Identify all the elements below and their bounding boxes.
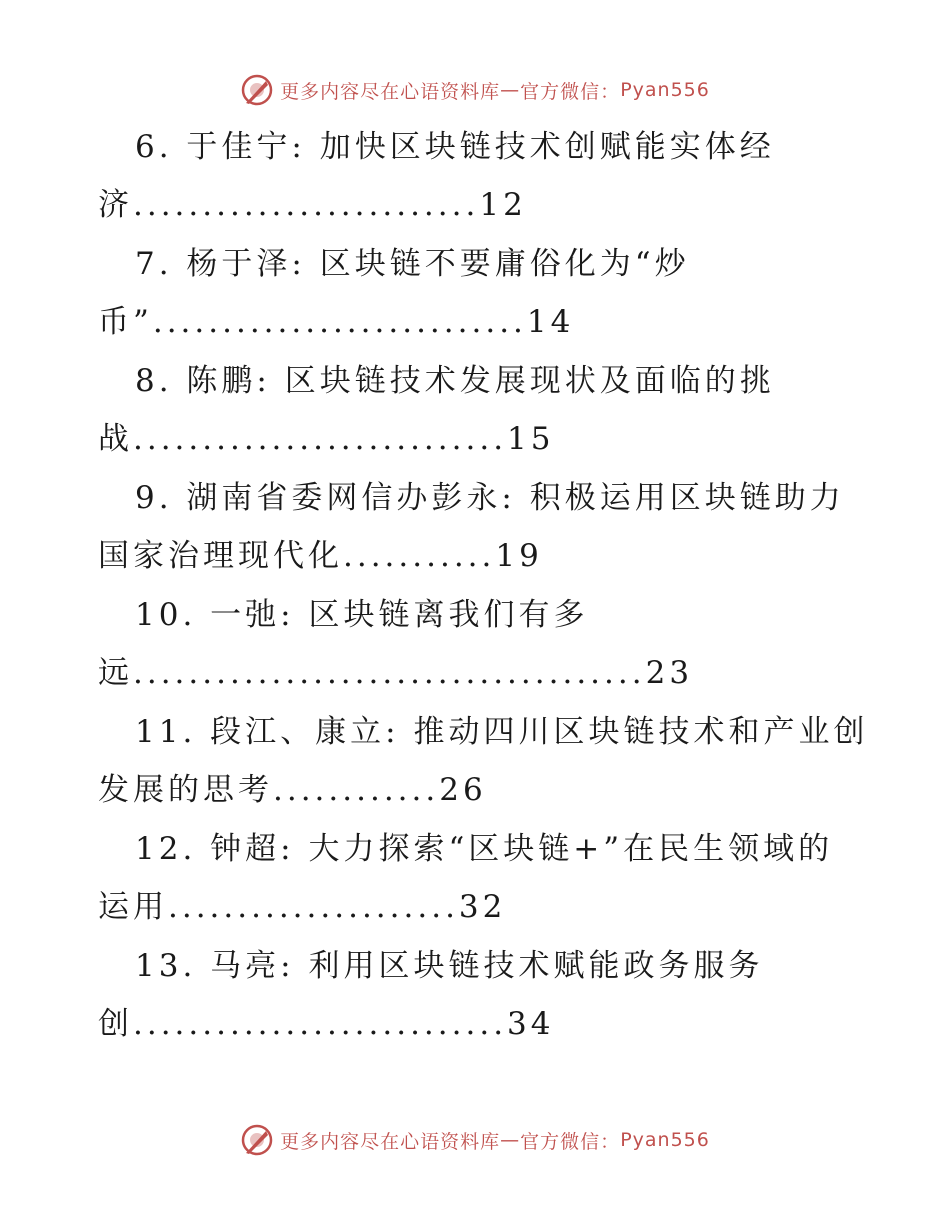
- toc-entry-9-page[interactable]: 国家治理现代化...........19: [98, 538, 543, 574]
- toc-entry-6-title[interactable]: 6. 于佳宁: 加快区块链技术创赋能实体经: [135, 129, 775, 165]
- toc-entry-11-title[interactable]: 11. 段江、康立: 推动四川区块链技术和产业创: [135, 714, 869, 750]
- toc-entry-8-page[interactable]: 战...........................15: [98, 421, 555, 457]
- banner-wechat-label: 官方微信：: [520, 80, 621, 103]
- quill-logo-icon: [240, 73, 274, 107]
- banner-text: 更多内容尽在心语资料库: [280, 1130, 501, 1153]
- banner-separator: —: [500, 79, 521, 101]
- banner-wechat-id: Pyan556: [620, 79, 710, 101]
- toc-entry-6-page[interactable]: 济.........................12: [98, 187, 527, 223]
- toc-entry-13-title[interactable]: 13. 马亮: 利用区块链技术赋能政务服务: [135, 948, 764, 984]
- banner-text: 更多内容尽在心语资料库: [280, 80, 501, 103]
- toc-entry-12-title[interactable]: 12. 钟超: 大力探索“区块链+”在民生领域的: [135, 831, 834, 867]
- header-banner: [0, 70, 950, 110]
- toc-entry-10-page[interactable]: 远.....................................23: [98, 655, 694, 691]
- toc-entry-10-title[interactable]: 10. 一弛: 区块链离我们有多: [135, 597, 589, 633]
- toc-entry-11-page[interactable]: 发展的思考............26: [98, 772, 487, 808]
- footer-banner: [0, 1120, 950, 1160]
- toc-entry-7-page[interactable]: 币”...........................14: [98, 304, 575, 340]
- toc-entry-7-title[interactable]: 7. 杨于泽: 区块链不要庸俗化为“炒: [135, 246, 690, 282]
- quill-logo-icon: [240, 1123, 274, 1157]
- toc-entry-9-title[interactable]: 9. 湖南省委网信办彭永: 积极运用区块链助力: [135, 480, 845, 516]
- toc-entry-8-title[interactable]: 8. 陈鹏: 区块链技术发展现状及面临的挑: [135, 363, 775, 399]
- banner-separator: —: [500, 1129, 521, 1151]
- toc-entry-12-page[interactable]: 运用.....................32: [98, 889, 507, 925]
- banner-wechat-id: Pyan556: [620, 1129, 710, 1151]
- banner-wechat-label: 官方微信：: [520, 1130, 621, 1153]
- toc-entry-13-page[interactable]: 创...........................34: [98, 1006, 555, 1042]
